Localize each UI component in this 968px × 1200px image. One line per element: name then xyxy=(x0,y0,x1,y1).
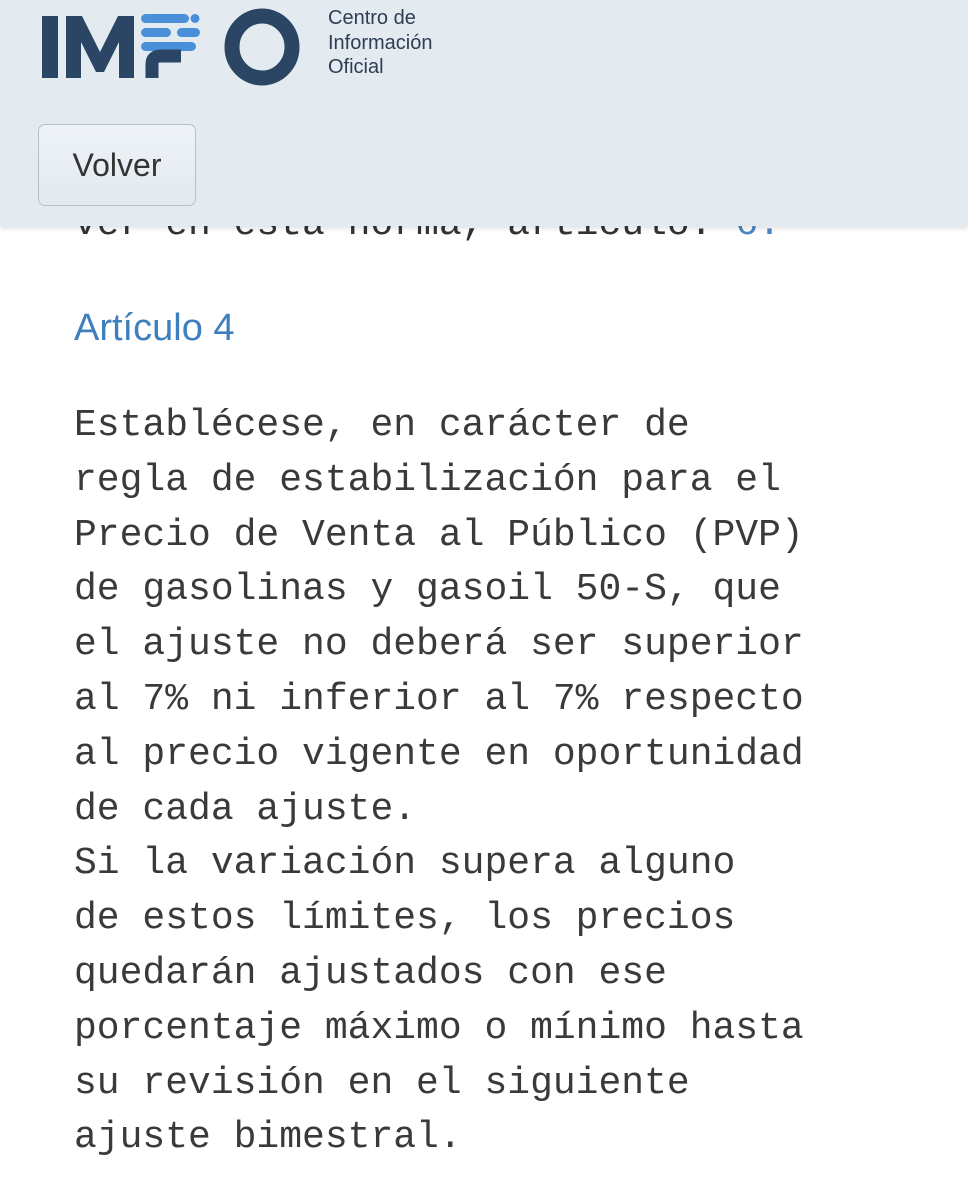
article-paragraph-2: Si la variación supera alguno de estos límites, los precios quedarán ajustados con ese porcentaje máximo o mínimo hasta su revisión en el siguiente ajuste bimestral. xyxy=(74,842,804,1160)
impo-logo[interactable] xyxy=(40,2,305,86)
article-title: Artículo 4 xyxy=(74,307,235,349)
back-button[interactable] xyxy=(38,124,196,206)
caption-line-1: Centro de xyxy=(328,7,416,29)
caption-line-2: Información xyxy=(328,31,433,54)
back-button-label: Volver xyxy=(72,146,162,183)
site-header xyxy=(0,0,968,226)
article-paragraph-1: Establécese, en carácter de regla de estabilización para el Precio de Venta al Público (PVP) de gasolinas y gasoil 50-S, que el ajuste no deberá ser superior al 7% ni inferior al 7% respecto al precio vigente en oportunidad de cada ajuste. xyxy=(74,404,804,831)
article-body xyxy=(74,399,954,1166)
logo-caption xyxy=(328,6,433,80)
caption-line-3: Oficial xyxy=(328,56,384,78)
